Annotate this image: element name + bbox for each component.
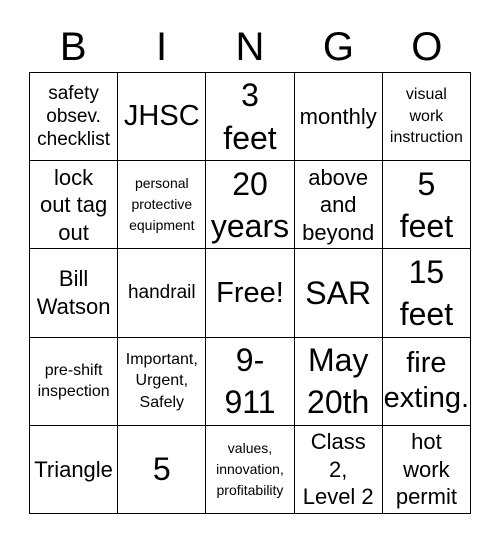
bingo-cell-r3c2[interactable]: handrail — [118, 249, 206, 337]
bingo-cell-r2c2[interactable]: personal protective equipment — [118, 161, 206, 249]
bingo-free-space[interactable]: Free! — [206, 249, 294, 337]
header-letter-i: I — [156, 25, 168, 69]
header-letter-g: G — [322, 25, 354, 69]
bingo-cell-r2c1[interactable]: lock out tag out — [30, 161, 118, 249]
bingo-cell-r4c2[interactable]: Important, Urgent, Safely — [118, 338, 206, 426]
bingo-cell-r1c5[interactable]: visual work instruction — [383, 73, 471, 161]
bingo-cell-r1c1[interactable]: safety obsev. checklist — [30, 73, 118, 161]
bingo-cell-r1c2[interactable]: JHSC — [118, 73, 206, 161]
header-letter-n: N — [235, 25, 265, 69]
bingo-cell-r3c1[interactable]: Bill Watson — [30, 249, 118, 337]
bingo-cell-r2c3[interactable]: 20 years — [206, 161, 294, 249]
bingo-cell-r2c4[interactable]: above and beyond — [295, 161, 383, 249]
bingo-cell-r5c3[interactable]: values, innovation, profitability — [206, 426, 294, 514]
bingo-header — [29, 22, 471, 72]
bingo-cell-r3c4[interactable]: SAR — [295, 249, 383, 337]
bingo-cell-r1c4[interactable]: monthly — [295, 73, 383, 161]
bingo-cell-r3c5[interactable]: 15 feet — [383, 249, 471, 337]
bingo-cell-r5c5[interactable]: hot work permit — [383, 426, 471, 514]
bingo-cell-r4c3[interactable]: 9- 911 — [206, 338, 294, 426]
bingo-cell-r5c4[interactable]: Class 2, Level 2 — [295, 426, 383, 514]
bingo-cell-r4c1[interactable]: pre-shift inspection — [30, 338, 118, 426]
bingo-cell-r2c5[interactable]: 5 feet — [383, 161, 471, 249]
bingo-cell-r4c4[interactable]: May 20th — [295, 338, 383, 426]
bingo-cell-r5c1[interactable]: Triangle — [30, 426, 118, 514]
bingo-cell-r1c3[interactable]: 3 feet — [206, 73, 294, 161]
bingo-cell-r5c2[interactable]: 5 — [118, 426, 206, 514]
bingo-board — [29, 72, 471, 514]
header-letter-b: B — [59, 25, 87, 69]
bingo-cell-r4c5[interactable]: fire exting. — [383, 338, 471, 426]
header-letter-o: O — [411, 25, 443, 69]
